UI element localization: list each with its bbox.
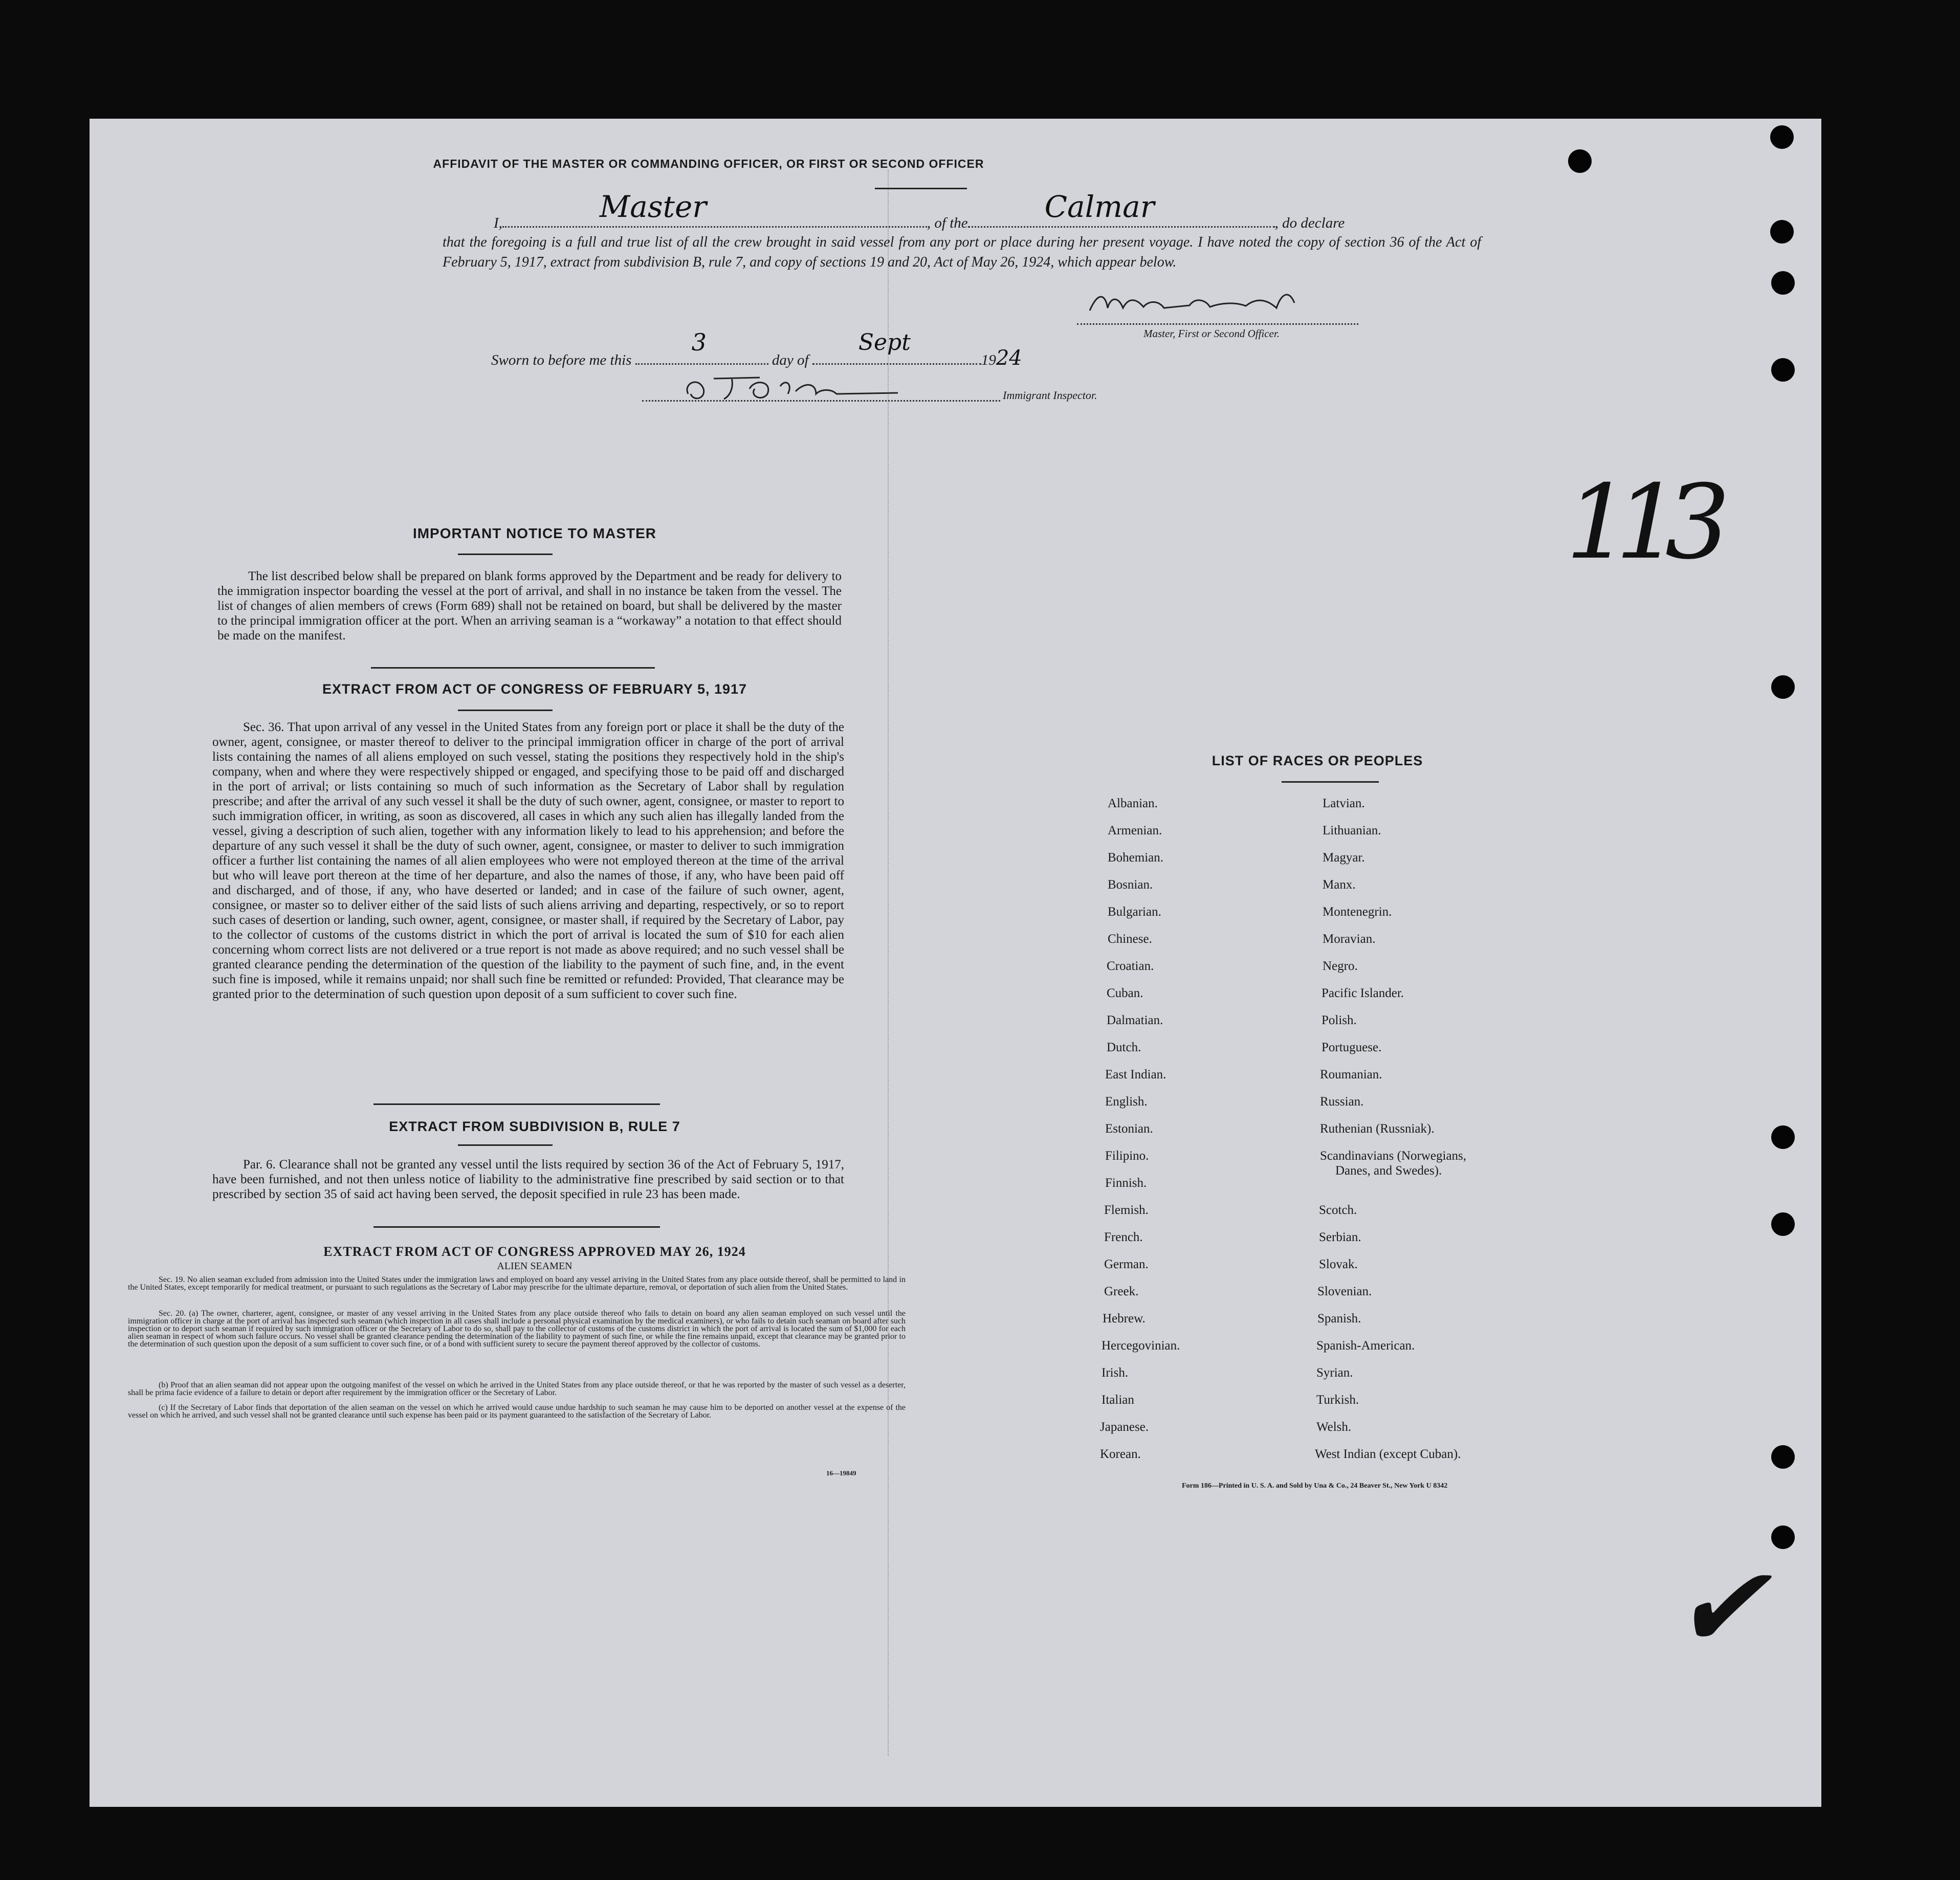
punch-hole (1771, 271, 1795, 295)
race-left-15: Flemish. (1104, 1203, 1149, 1217)
race-right-4: Montenegrin. (1323, 905, 1392, 919)
race-right-23: Welsh. (1316, 1420, 1352, 1434)
sec-20a: Sec. 20. (a) The owner, charterer, agent, consignee, or master of any vessel arriving in the United States from any place outside thereof who fails to detain on board any alien seaman employed on such vessel until the immigration officer in charge at the port of arrival has inspected such seaman (which inspection in all cases shall include a personal physical examination by the medical examiners), or who fails to detain such seaman on board after such inspection or to deport such seaman if required by such immigration officer or the Secretary of Labor to do so, shall pay to the collector of customs of the customs district in which the port of arrival is located the sum of $1,000 for each alien seaman in respect of whom such failure occurs. No vessel shall be granted clearance pending the determination of the liability to payment of such fine, or while the fine remains unpaid, except that clearance may be granted prior to the determination of such question upon the deposit of a sum sufficient to cover such fine, or of a bond with sufficient surety to secure the payment thereof approved by the collector of customs. (128, 1309, 906, 1348)
notice-body: The list described below shall be prepared on blank forms approved by the Department and be ready for delivery to the immigration inspector boarding the vessel at the port of arrival, and shall in no instance be taken from the vessel. The list of changes of alien members of crews (Form 689) shall not be retained on board, but shall be delivered by the master to the principal immigration officer at the port. When an arriving seaman is a “workaway” a notation to that effect should be made on the manifest. (217, 569, 842, 643)
vessel-field (968, 189, 1275, 228)
race-right-8: Polish. (1322, 1013, 1357, 1027)
document-page (90, 119, 1821, 1807)
race-left-21: Irish. (1102, 1366, 1129, 1380)
signature-caption: Master, First or Second Officer. (1143, 327, 1280, 340)
punch-hole (1771, 1212, 1795, 1236)
rule-below-1917 (458, 710, 553, 711)
punch-hole (1568, 149, 1592, 173)
extract-rule7-body: Par. 6. Clearance shall not be granted any vessel until the lists required by section 36 of the Act of February 5, 1917, have been furnished, and not then unless notice of liability to the administrative fine prescribed by said section or to that prescribed by section 35 of said act having been served, the deposit specified in rule 23 has been made. (212, 1158, 844, 1201)
race-right-5: Moravian. (1323, 932, 1376, 946)
punch-hole (1771, 1525, 1795, 1549)
race-right-1: Lithuanian. (1323, 824, 1381, 837)
extract-1917-title: EXTRACT FROM ACT OF CONGRESS OF FEBRUARY 5, 1917 (322, 681, 747, 697)
declare-prefix: I, (494, 215, 502, 231)
race-left-5: Chinese. (1108, 932, 1152, 946)
handwritten-check-mark: ✔ (1673, 1542, 1768, 1673)
rule-above-1924 (373, 1226, 660, 1228)
affidavit-declaration-line (494, 189, 1522, 232)
extract-1917-body: Sec. 36. That upon arrival of any vessel in the United States from any foreign port or place it shall be the duty of the owner, agent, consignee, or master thereof to deliver to the principal immigration officer in charge of the port of arrival lists containing the names of all aliens employed on such vessel, stating the positions they respectively hold in the ship's company, when and where they were respectively shipped or engaged, and specifying those to be paid off and discharged in the port of arrival; or lists containing so much of such information as the Secretary of Labor shall by regulation prescribe; and after the arrival of any such vessel it shall be the duty of such owner, agent, consignee, or master to report to such immigration officer, in writing, as soon as discovered, all cases in which any such alien has illegally landed from the vessel, giving a description of such alien, together with any information likely to lead to his apprehension; and before the departure of any such vessel it shall be the duty of such owner, agent, consignee, or master to deliver to such immigration officer a further list containing the names of all alien employees who were not employed thereon at the time of the arrival but who will leave port thereon at the time of her departure, and also the names of those, if any, who have been paid off and discharged, and of those, if any, who have deserted or landed; and in case of the failure of such owner, agent, consignee, or master so to deliver either of the said lists of such aliens arriving and departing, respectively, or so to report such cases of desertion or landing, such owner, agent, consignee, or master shall, if required by the Secretary of Labor, pay to the collector of customs of the customs district in which the port of arrival is located the sum of $10 for each alien concerning whom correct lists are not delivered or a true report is not made as above required; and no such vessel shall be granted clearance pending the determination of the question of the liability to the payment of such fine, and, in the event such fine is imposed, while it remains unpaid; nor shall such fine be remitted or refunded: Provided, That clearance may be granted prior to the determination of such question upon deposit of a sum sufficient to cover such fine. (212, 720, 844, 1001)
punch-hole (1771, 1125, 1795, 1149)
punch-hole (1770, 125, 1794, 149)
race-left-6: Croatian. (1107, 959, 1154, 973)
of-the-label: , of the (927, 215, 968, 231)
master-signature-line (1077, 303, 1358, 325)
race-right-0: Latvian. (1323, 797, 1365, 810)
race-left-9: Dutch. (1107, 1041, 1141, 1054)
race-left-10: East Indian. (1105, 1068, 1166, 1081)
race-left-17: German. (1104, 1257, 1149, 1271)
race-left-24: Korean. (1100, 1447, 1141, 1461)
sworn-line (491, 328, 1022, 370)
sec-20c: (c) If the Secretary of Labor finds that deportation of the alien seaman on the vessel on which he arrived would cause undue hardship to such seaman he may cause him to be deported on another vessel at the expense of the vessel on which he arrived, and such vessel shall not be granted clearance until such expense has been paid or its payment guaranteed to the satisfaction of the Secretary of Labor. (128, 1403, 906, 1420)
race-right-24: West Indian (except Cuban). (1315, 1447, 1461, 1461)
sworn-prefix: Sworn to before me this (491, 352, 632, 368)
handwritten-rank: Master (599, 189, 707, 224)
sec-20b: (b) Proof that an alien seaman did not appear upon the outgoing manifest of the vessel on which he arrived in the United States from any place outside thereof, or that he was reported by the master of such vessel as a deserter, shall be prima facie evidence of a failure to detain or deport after requirement by the immigration officer or the Secretary of Labor. (128, 1381, 906, 1397)
race-right-19: Spanish. (1317, 1312, 1361, 1325)
race-left-19: Hebrew. (1103, 1312, 1146, 1325)
race-right-15: Scotch. (1319, 1203, 1357, 1217)
race-right-14: Danes, and Swedes). (1335, 1164, 1442, 1178)
race-left-7: Cuban. (1107, 986, 1143, 1000)
rule-above-1917 (371, 667, 655, 669)
race-right-10: Roumanian. (1320, 1068, 1382, 1081)
center-fold-line (888, 170, 889, 1756)
race-right-20: Spanish-American. (1316, 1339, 1415, 1353)
name-field (502, 189, 927, 228)
inspector-signature (683, 373, 929, 404)
race-right-16: Serbian. (1319, 1230, 1361, 1244)
sec-19: Sec. 19. No alien seaman excluded from admission into the United States under the immigration laws and employed on board any vessel arriving in the United States from any place outside thereof, shall be permitted to land in the United States, except temporarily for medical treatment, or pursuant to such regulations as the Secretary of Labor may prescribe for the ultimate departure, removal, or deportation of such alien from the United States. (128, 1275, 906, 1292)
races-rule (1282, 781, 1379, 783)
race-left-4: Bulgarian. (1108, 905, 1161, 919)
handwritten-page-number: 113 (1566, 463, 1715, 582)
race-right-12: Ruthenian (Russniak). (1320, 1122, 1435, 1136)
rule-below-rule7 (458, 1144, 553, 1146)
handwritten-vessel: Calmar (1044, 189, 1155, 224)
affidavit-title: AFFIDAVIT OF THE MASTER OR COMMANDING OFFICER, OR FIRST OR SECOND OFFICER (433, 157, 984, 170)
race-right-21: Syrian. (1316, 1366, 1353, 1380)
master-signature (1087, 287, 1302, 318)
declare-suffix: , do declare (1274, 215, 1345, 231)
notice-rule (458, 554, 553, 555)
race-right-3: Manx. (1323, 878, 1356, 892)
handwritten-month: Sept (858, 329, 911, 356)
race-left-16: French. (1104, 1230, 1143, 1244)
extract-rule7-title: EXTRACT FROM SUBDIVISION B, RULE 7 (389, 1119, 680, 1134)
punch-hole (1770, 220, 1794, 244)
race-left-23: Japanese. (1100, 1420, 1149, 1434)
race-left-11: English. (1105, 1095, 1148, 1109)
year-prefix: 19 (981, 352, 996, 368)
race-right-22: Turkish. (1316, 1393, 1359, 1407)
race-left-3: Bosnian. (1108, 878, 1153, 892)
punch-hole (1771, 675, 1795, 699)
race-right-17: Slovak. (1319, 1257, 1358, 1271)
handwritten-day: 3 (691, 328, 707, 356)
race-right-9: Portuguese. (1322, 1041, 1382, 1054)
race-right-7: Pacific Islander. (1322, 986, 1404, 1000)
inspector-signature-line (642, 385, 1000, 402)
race-right-13: Scandinavians (Norwegians, (1320, 1149, 1467, 1163)
title-rule (875, 188, 967, 189)
punch-hole (1771, 358, 1795, 382)
race-left-1: Armenian. (1108, 824, 1162, 837)
race-left-13: Filipino. (1105, 1149, 1149, 1163)
rule-above-rule7 (373, 1103, 660, 1105)
race-left-18: Greek. (1104, 1285, 1139, 1298)
race-left-0: Albanian. (1108, 797, 1158, 810)
day-field (635, 328, 768, 365)
race-left-2: Bohemian. (1108, 851, 1164, 865)
form-code: 16—19849 (826, 1469, 856, 1477)
inspector-caption: Immigrant Inspector. (1003, 389, 1097, 402)
races-title: LIST OF RACES OR PEOPLES (1212, 753, 1423, 768)
race-left-14: Finnish. (1105, 1176, 1147, 1190)
race-right-18: Slovenian. (1317, 1285, 1372, 1298)
race-left-12: Estonian. (1105, 1122, 1153, 1136)
month-field (812, 329, 981, 365)
printer-footer: Form 186—Printed in U. S. A. and Sold by Una & Co., 24 Beaver St., New York U 8342 (1182, 1482, 1448, 1490)
extract-1924-subtitle: ALIEN SEAMEN (497, 1260, 572, 1272)
handwritten-year: 24 (996, 346, 1022, 370)
extract-1924-title: EXTRACT FROM ACT OF CONGRESS APPROVED MAY 26, 1924 (323, 1244, 746, 1259)
notice-title: IMPORTANT NOTICE TO MASTER (412, 525, 657, 541)
race-right-11: Russian. (1320, 1095, 1364, 1109)
race-right-6: Negro. (1323, 959, 1358, 973)
day-of-label: day of (772, 352, 809, 368)
race-left-8: Dalmatian. (1107, 1013, 1163, 1027)
race-left-22: Italian (1102, 1393, 1134, 1407)
punch-hole (1771, 1445, 1795, 1469)
affidavit-body: that the foregoing is a full and true list of all the crew brought in said vessel from any port or place during her present voyage. I have noted the copy of section 36 of the Act of February 5, 1917, extract from subdivision B, rule 7, and copy of sections 19 and 20, Act of May 26, 1924, which appear below. (443, 234, 1481, 270)
race-right-2: Magyar. (1323, 851, 1365, 865)
race-left-20: Hercegovinian. (1102, 1339, 1180, 1353)
